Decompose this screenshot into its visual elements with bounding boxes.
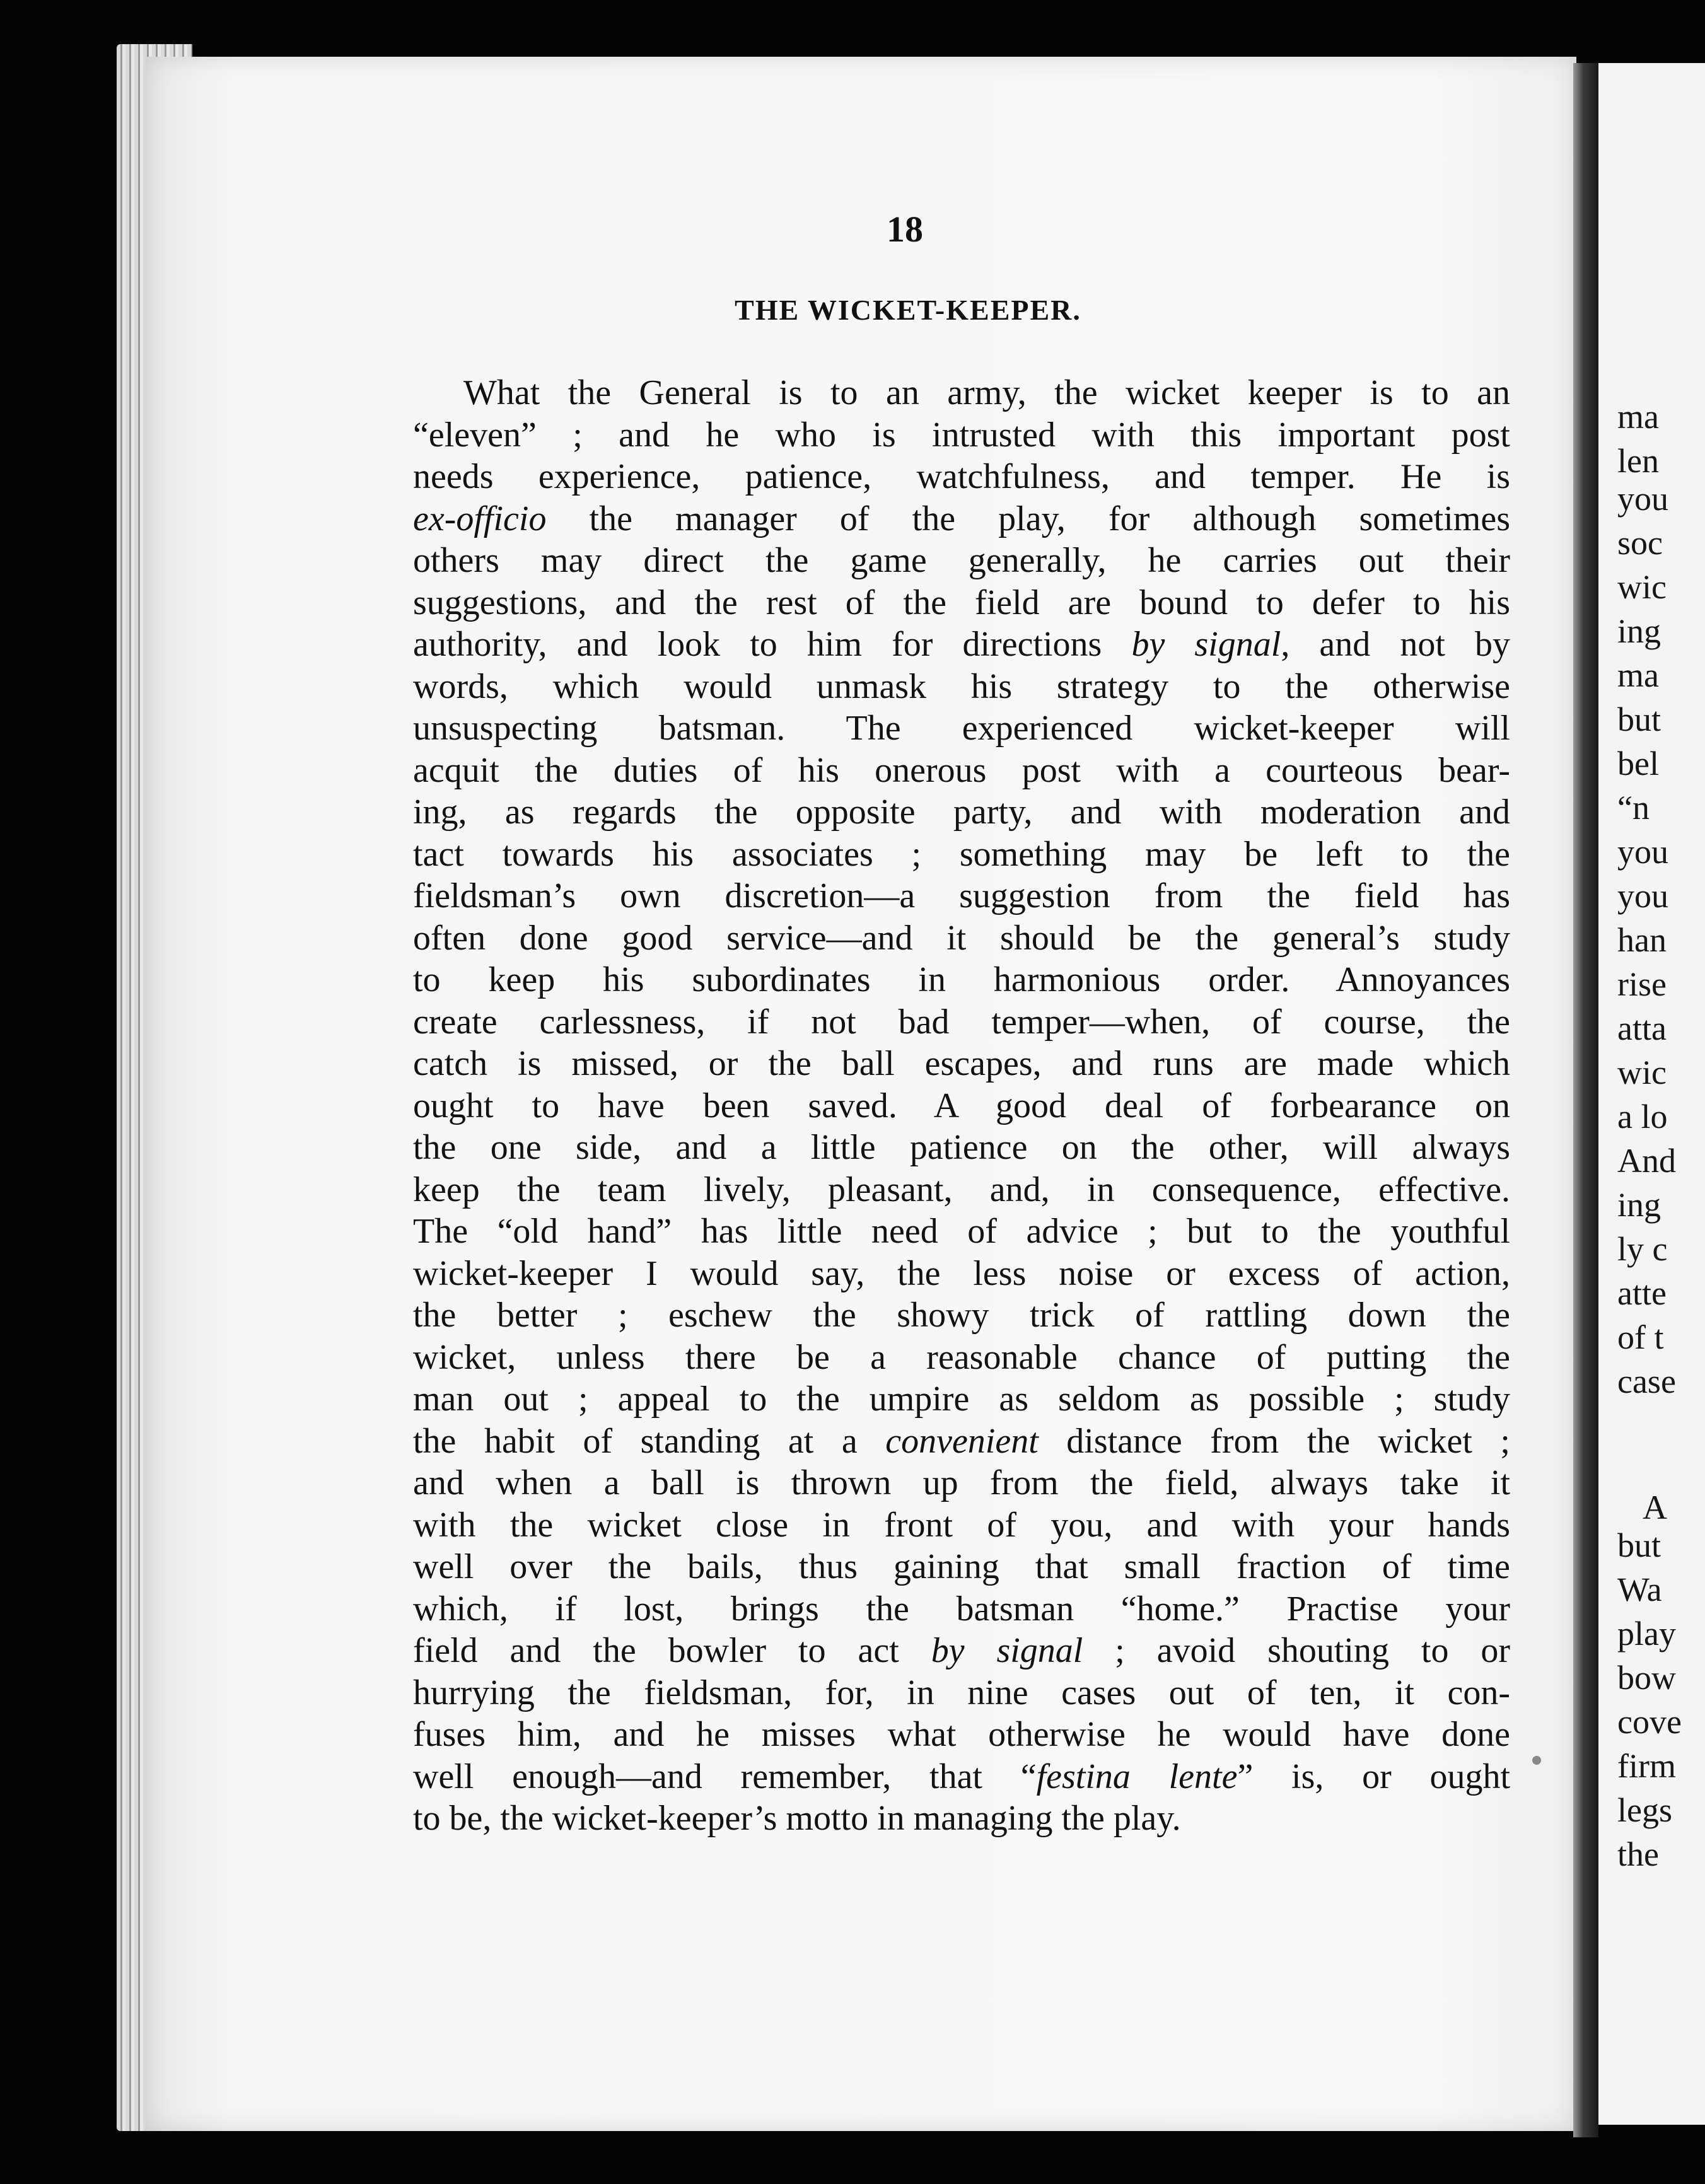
- right-page-fragment: ing: [1617, 612, 1661, 650]
- book-gutter: [1573, 63, 1598, 2137]
- text-line: acquit the duties of his onerous post with a courteous bear-: [413, 750, 1510, 790]
- right-page-fragment: bel: [1617, 745, 1659, 782]
- text-line: wicket, unless there be a reasonable chance of putting the: [413, 1337, 1510, 1377]
- right-page-fragment: you: [1617, 833, 1668, 871]
- text-line: well enough—and remember, that “festina lente” is, or ought: [413, 1757, 1510, 1796]
- text-line: to be, the wicket-keeper’s motto in managing the play.: [413, 1799, 1181, 1838]
- paper-blemish: [1532, 1756, 1541, 1765]
- right-page-fragment: rise: [1617, 965, 1667, 1003]
- text-line: authority, and look to him for directions by signal, and not by: [413, 625, 1511, 664]
- text-line: fuses him, and he misses what otherwise he would have done: [413, 1715, 1510, 1754]
- text-line: to keep his subordinates in harmonious order. Annoyances: [413, 960, 1510, 999]
- text-line: ing, as regards the opposite party, and with moderation and: [413, 793, 1510, 832]
- text-line: the better ; eschew the showy trick of rattling down the: [413, 1296, 1510, 1335]
- text-line: with the wicket close in front of you, and with your hands: [413, 1505, 1510, 1545]
- page-title: THE WICKET-KEEPER.: [735, 294, 1081, 326]
- right-page-fragment: legs: [1617, 1791, 1672, 1829]
- right-page-fragment: wic: [1617, 1054, 1667, 1091]
- body-text: [413, 372, 1510, 1840]
- text-line: hurrying the fieldsman, for, in nine cases out of ten, it con-: [413, 1673, 1510, 1712]
- text-line: man out ; appeal to the umpire as seldom as possible ; study: [413, 1380, 1510, 1419]
- text-line: the habit of standing at a convenient distance from the wicket ;: [413, 1421, 1510, 1461]
- right-page: [1598, 63, 1705, 2125]
- right-page-fragment: ma: [1617, 656, 1659, 694]
- text-line: the one side, and a little patience on the other, will always: [413, 1128, 1510, 1167]
- text-line: tact towards his associates ; something may be left to the: [413, 834, 1510, 874]
- text-line: catch is missed, or the ball escapes, and runs are made which: [413, 1044, 1510, 1083]
- right-page-fragment: of t: [1617, 1318, 1664, 1356]
- right-page-fragment: atta: [1617, 1009, 1667, 1047]
- right-page-fragment: ly c: [1617, 1230, 1668, 1268]
- right-page-fragment: Wa: [1617, 1571, 1662, 1608]
- right-page-fragment: And: [1617, 1142, 1676, 1180]
- text-line: What the General is to an army, the wicket keeper is to an: [463, 373, 1510, 412]
- right-page-fragment: case: [1617, 1362, 1676, 1400]
- text-line: ought to have been saved. A good deal of forbearance on: [413, 1086, 1510, 1125]
- right-page-fragment: ing: [1617, 1186, 1661, 1224]
- text-line: suggestions, and the rest of the field are bound to defer to his: [413, 583, 1510, 622]
- right-page-fragment: firm: [1617, 1747, 1676, 1785]
- right-page-fragment: cove: [1617, 1703, 1682, 1741]
- right-page-fragment: bow: [1617, 1659, 1676, 1697]
- right-page-fragment: len: [1617, 442, 1659, 480]
- right-page-fragment: atte: [1617, 1274, 1667, 1312]
- text-line: needs experience, patience, watchfulness, and temper. He is: [413, 457, 1510, 496]
- right-page-fragment: you: [1617, 877, 1668, 915]
- text-line: well over the bails, thus gaining that small fraction of time: [413, 1547, 1510, 1586]
- right-page-fragment: but: [1617, 700, 1661, 738]
- text-line: ex-officio the manager of the play, for although sometimes: [413, 499, 1510, 538]
- right-page-fragment: “n: [1617, 789, 1650, 827]
- text-line: create carlessness, if not bad temper—when, of course, the: [413, 1002, 1510, 1042]
- text-line: and when a ball is thrown up from the field, always take it: [413, 1463, 1510, 1502]
- right-page-fragment: but: [1617, 1526, 1661, 1564]
- right-page-fragment: the: [1617, 1835, 1659, 1873]
- text-line: others may direct the game generally, he carries out their: [413, 541, 1510, 580]
- text-line: words, which would unmask his strategy to the otherwise: [413, 666, 1510, 706]
- right-page-fragment: han: [1617, 921, 1667, 959]
- right-page-fragment: play: [1617, 1615, 1676, 1653]
- text-line: wicket-keeper I would say, the less noise or excess of action,: [413, 1253, 1510, 1293]
- text-line: often done good service—and it should be the general’s study: [413, 918, 1510, 958]
- right-page-fragment: a lo: [1617, 1098, 1668, 1136]
- text-line: fieldsman’s own discretion—a suggestion from the field has: [413, 876, 1510, 915]
- right-page-fragment: ma: [1617, 398, 1659, 436]
- right-page-fragment: A: [1643, 1489, 1667, 1526]
- right-page-fragment: you: [1617, 480, 1668, 518]
- text-line: unsuspecting batsman. The experienced wicket-keeper will: [413, 709, 1510, 748]
- text-line: The “old hand” has little need of advice ; but to the youthful: [413, 1212, 1510, 1251]
- right-page-fragment: soc: [1617, 524, 1663, 562]
- text-line: keep the team lively, pleasant, and, in consequence, effective.: [413, 1170, 1510, 1209]
- text-line: “eleven” ; and he who is intrusted with this important post: [413, 415, 1510, 455]
- text-line: which, if lost, brings the batsman “home.” Practise your: [413, 1589, 1510, 1629]
- page-number: 18: [887, 209, 923, 250]
- right-page-fragment: wic: [1617, 568, 1667, 606]
- text-line: field and the bowler to act by signal ; avoid shouting to or: [413, 1631, 1511, 1670]
